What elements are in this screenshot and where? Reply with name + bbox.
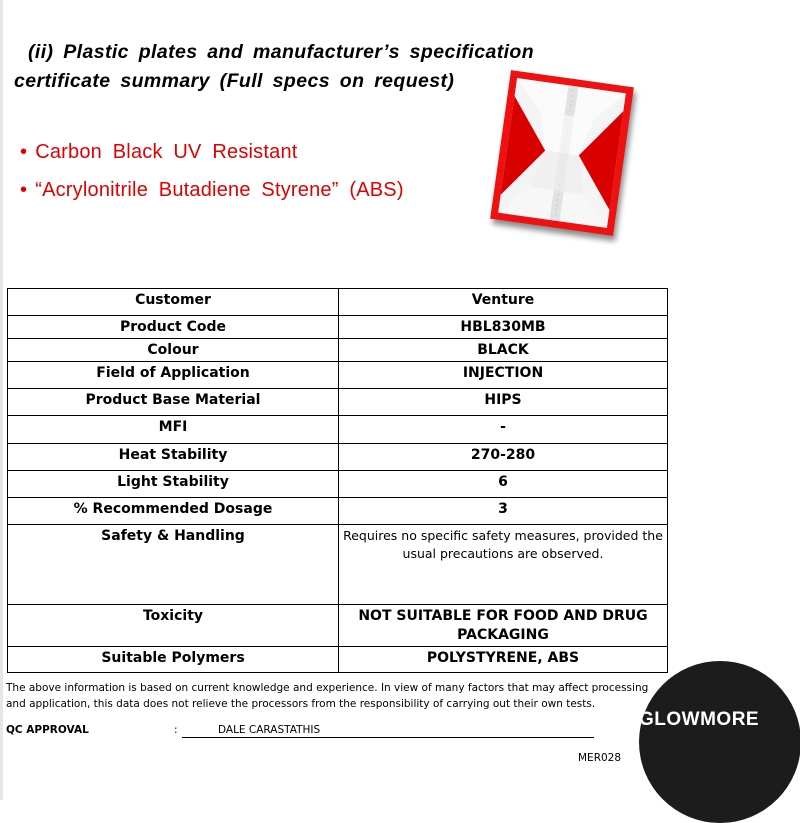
spec-label: Toxicity xyxy=(8,605,339,647)
qc-approver-name: DALE CARASTATHIS xyxy=(218,724,321,736)
spec-value: 270-280 xyxy=(339,444,668,471)
spec-value: BLACK xyxy=(339,339,668,362)
spec-label: Light Stability xyxy=(8,471,339,498)
specification-table xyxy=(7,288,668,673)
spec-value: POLYSTYRENE, ABS xyxy=(339,647,668,673)
spec-label: Safety & Handling xyxy=(8,525,339,605)
table-row xyxy=(8,498,668,525)
feature-bullet-list xyxy=(20,133,404,209)
table-row xyxy=(8,525,668,605)
table-row xyxy=(8,471,668,498)
spec-value: Venture xyxy=(339,289,668,316)
reflector-plate-photo xyxy=(490,70,634,236)
bullet-icon: • xyxy=(20,179,28,201)
spec-label: MFI xyxy=(8,416,339,444)
spec-label: Product Base Material xyxy=(8,389,339,416)
bullet-text: Carbon Black UV Resistant xyxy=(35,141,298,163)
table-row xyxy=(8,416,668,444)
spec-value: NOT SUITABLE FOR FOOD AND DRUG PACKAGING xyxy=(339,605,668,647)
reflector-plate-image xyxy=(498,78,626,228)
table-row xyxy=(8,316,668,339)
disclaimer-line-1: The above information is based on current knowledge and experience. In view of many factors that may affect processing xyxy=(6,682,649,694)
table-row xyxy=(8,339,668,362)
disclaimer-line-2: and application, this data does not relieve the processors from the responsibility of carrying out their own tests. xyxy=(6,698,596,710)
signature-line xyxy=(182,737,594,738)
bullet-item xyxy=(20,133,404,171)
qc-approval xyxy=(6,724,606,740)
qc-approval-label: QC APPROVAL xyxy=(6,724,89,736)
qc-colon: : xyxy=(174,724,178,736)
heading-line-2: certificate summary (Full specs on request) xyxy=(14,70,455,92)
table-row xyxy=(8,647,668,673)
bullet-text: “Acrylonitrile Butadiene Styrene” (ABS) xyxy=(35,179,404,201)
glowmore-logo xyxy=(639,661,800,823)
spec-label: Colour xyxy=(8,339,339,362)
spec-label: Field of Application xyxy=(8,362,339,389)
heading-line-1: (ii) Plastic plates and manufacturer’s specification xyxy=(28,41,535,63)
table-row xyxy=(8,605,668,647)
spec-value: HIPS xyxy=(339,389,668,416)
spec-label: Heat Stability xyxy=(8,444,339,471)
logo-text: GLOWMORE xyxy=(639,709,760,730)
spec-value: 3 xyxy=(339,498,668,525)
disclaimer-text xyxy=(6,680,666,712)
table-row xyxy=(8,362,668,389)
spec-label: Suitable Polymers xyxy=(8,647,339,673)
bullet-item xyxy=(20,171,404,209)
spec-value: - xyxy=(339,416,668,444)
spec-label: Product Code xyxy=(8,316,339,339)
table-row xyxy=(8,289,668,316)
spec-value: HBL830MB xyxy=(339,316,668,339)
spec-label: Customer xyxy=(8,289,339,316)
spec-value: 6 xyxy=(339,471,668,498)
spec-value: INJECTION xyxy=(339,362,668,389)
table-row xyxy=(8,444,668,471)
document-code: MER028 xyxy=(578,752,622,764)
table-row xyxy=(8,389,668,416)
spec-label: % Recommended Dosage xyxy=(8,498,339,525)
left-edge-rule xyxy=(0,0,3,800)
spec-value: Requires no specific safety measures, provided the usual precautions are observed. xyxy=(339,525,668,605)
bullet-icon: • xyxy=(20,141,28,163)
